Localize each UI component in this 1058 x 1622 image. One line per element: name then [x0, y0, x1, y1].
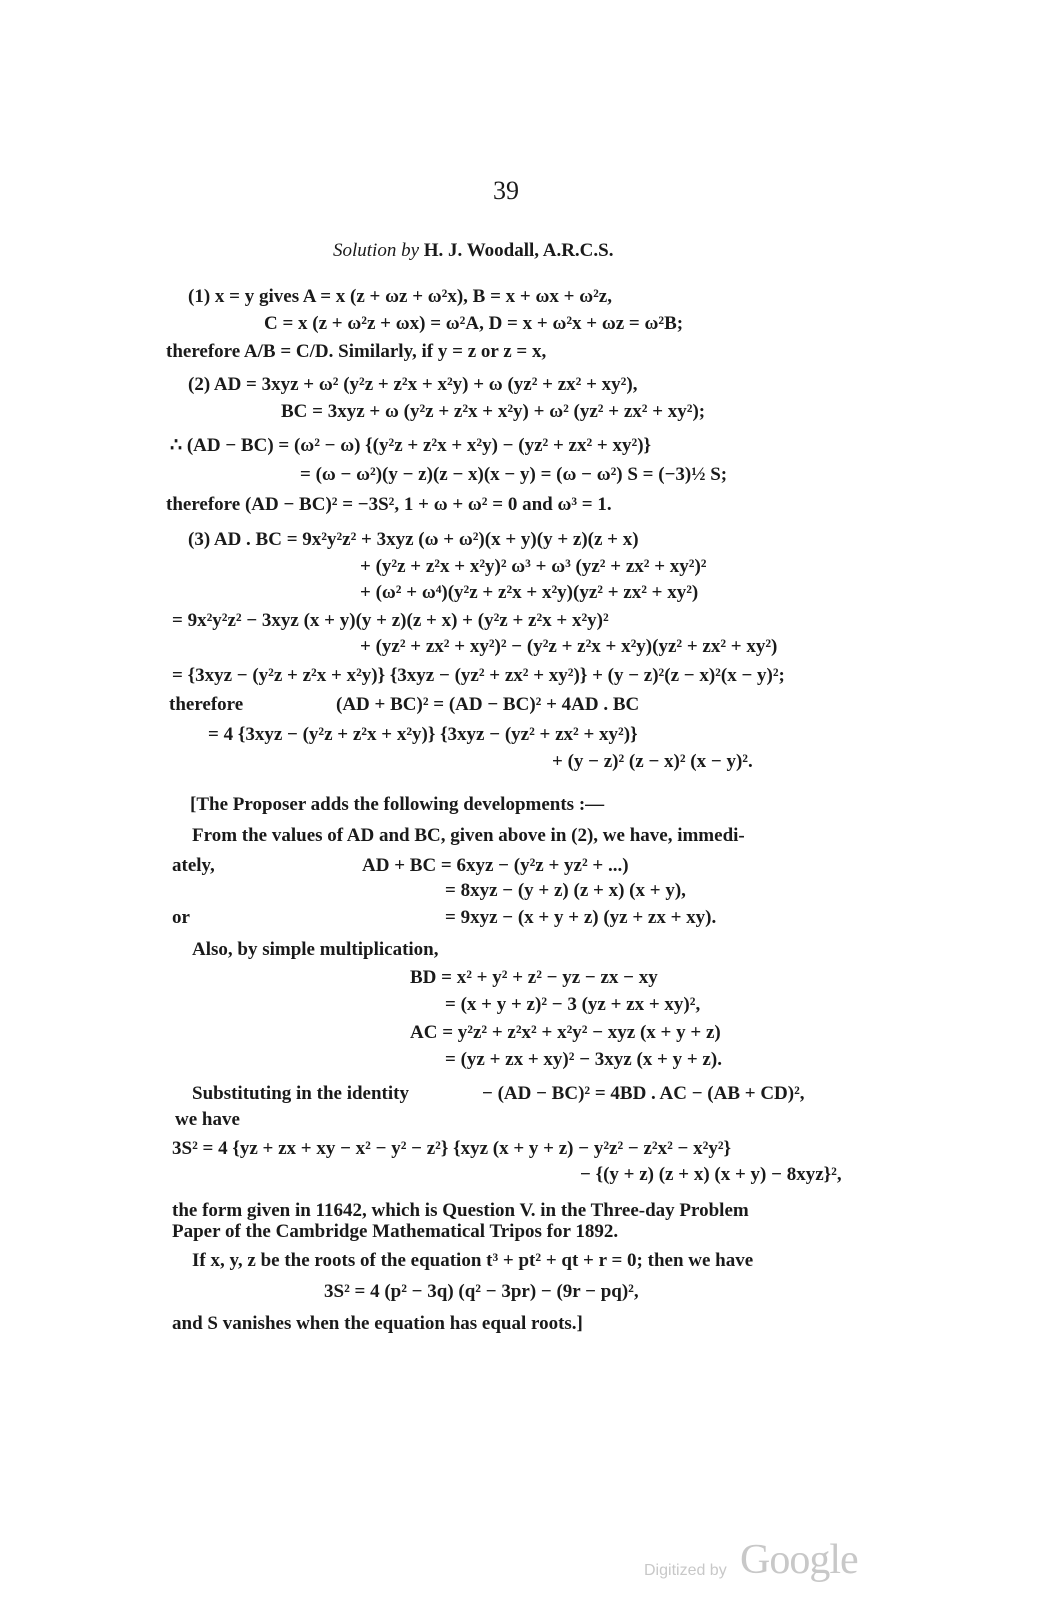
text-line: [The Proposer adds the following developments :— [190, 794, 605, 815]
text-line: Also, by simple multiplication, [192, 939, 439, 960]
digitized-watermark [644, 1536, 874, 1586]
text-line: − {(y + z) (z + x) (x + y) − 8xyz}², [580, 1164, 842, 1185]
text-line: BD = x² + y² + z² − yz − zx − xy [410, 967, 658, 988]
google-logo: Google [740, 1537, 858, 1583]
page-number: 39 [493, 176, 519, 205]
text-line: 3S² = 4 {yz + zx + xy − x² − y² − z²} {xyz (x + y + z) − y²z² − z²x² − x²y²} [172, 1138, 732, 1159]
text-line: AD + BC = 6xyz − (y²z + yz² + ...) [362, 855, 629, 876]
text-line: = (yz + zx + xy)² − 3xyz (x + y + z). [445, 1049, 722, 1070]
text-line: (1) x = y gives A = x (z + ωz + ω²x), B = x + ωx + ω²z, [188, 286, 612, 307]
text-line: = (x + y + z)² − 3 (yz + zx + xy)², [445, 994, 701, 1015]
text-line: From the values of AD and BC, given above in (2), we have, immedi- [192, 825, 745, 846]
text-line: 3S² = 4 (p² − 3q) (q² − 3pr) − (9r − pq)², [324, 1281, 639, 1302]
text-line: = 9x²y²z² − 3xyz (x + y)(y + z)(z + x) + (y²z + z²x + x²y)² [172, 610, 609, 631]
text-line: we have [175, 1109, 240, 1130]
text-line: If x, y, z be the roots of the equation t³ + pt² + qt + r = 0; then we have [192, 1250, 754, 1271]
text-line: (3) AD . BC = 9x²y²z² + 3xyz (ω + ω²)(x + y)(y + z)(z + x) [188, 529, 639, 550]
watermark-prefix: Digitized by [644, 1562, 727, 1579]
text-line: = {3xyz − (y²z + z²x + x²y)} {3xyz − (yz² + zx² + xy²)} + (y − z)²(z − x)²(x − y)²; [172, 665, 785, 686]
text-line: the form given in 11642, which is Question V. in the Three-day Problem [172, 1200, 749, 1221]
text-line: therefore A/B = C/D. Similarly, if y = z or z = x, [166, 341, 547, 362]
text-line: = 8xyz − (y + z) (z + x) (x + y), [445, 880, 686, 901]
solution-byline [333, 240, 613, 262]
text-line: ately, [172, 855, 215, 876]
text-line: − (AD − BC)² = 4BD . AC − (AB + CD)², [482, 1083, 805, 1104]
text-line: = 9xyz − (x + y + z) (yz + zx + xy). [445, 907, 717, 928]
text-line: and S vanishes when the equation has equal roots.] [172, 1313, 583, 1334]
byline-author: H. J. Woodall, A.R.C.S. [423, 240, 614, 261]
text-line: or [172, 907, 190, 928]
text-line: + (ω² + ω⁴)(y²z + z²x + x²y)(yz² + zx² + xy²) [360, 582, 699, 603]
text-line: Substituting in the identity [192, 1083, 409, 1104]
byline-prefix: Solution by [333, 240, 420, 261]
text-line: + (y²z + z²x + x²y)² ω³ + ω³ (yz² + zx² + xy²)² [360, 556, 707, 577]
text-line: + (y − z)² (z − x)² (x − y)². [552, 751, 753, 772]
text-line: + (yz² + zx² + xy²)² − (y²z + z²x + x²y)(yz² + zx² + xy²) [360, 636, 778, 657]
text-line: ∴ (AD − BC) = (ω² − ω) {(y²z + z²x + x²y) − (yz² + zx² + xy²)} [170, 435, 652, 456]
text-line: (2) AD = 3xyz + ω² (y²z + z²x + x²y) + ω (yz² + zx² + xy²), [188, 374, 638, 395]
text-line: BC = 3xyz + ω (y²z + z²x + x²y) + ω² (yz² + zx² + xy²); [281, 401, 706, 422]
text-line: therefore [169, 694, 244, 715]
text-line: Paper of the Cambridge Mathematical Tripos for 1892. [172, 1221, 619, 1242]
text-line: (AD + BC)² = (AD − BC)² + 4AD . BC [336, 694, 640, 715]
text-line: = 4 {3xyz − (y²z + z²x + x²y)} {3xyz − (yz² + zx² + xy²)} [208, 724, 638, 745]
text-line: AC = y²z² + z²x² + x²y² − xyz (x + y + z) [410, 1022, 721, 1043]
text-line: = (ω − ω²)(y − z)(z − x)(x − y) = (ω − ω²) S = (−3)½ S; [300, 464, 728, 485]
text-line: therefore (AD − BC)² = −3S², 1 + ω + ω² = 0 and ω³ = 1. [166, 494, 612, 515]
text-line: C = x (z + ω²z + ωx) = ω²A, D = x + ω²x + ωz = ω²B; [264, 313, 684, 334]
